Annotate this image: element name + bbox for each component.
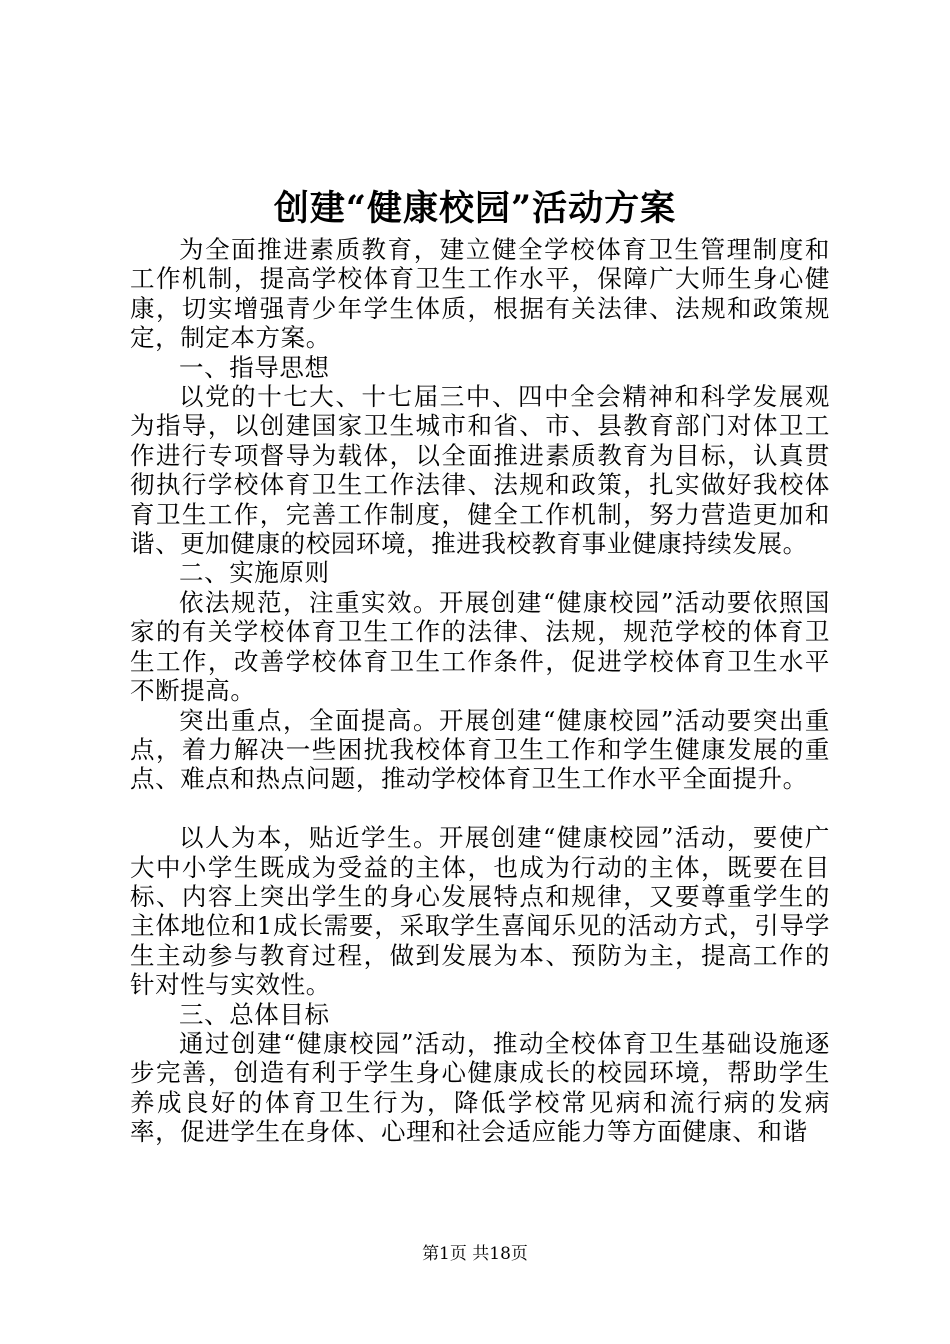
principle-paragraph-focus: 突出重点，全面提高。开展创建“健康校园”活动要突出重点，着力解决一些困扰我校体育卫生工作和学生健康发展的重点、难点和热点问题，推动学校体育卫生工作水平全面提升。 bbox=[130, 705, 830, 794]
section-heading-guiding-ideology: 一、指导思想 bbox=[179, 352, 330, 382]
document-body bbox=[130, 235, 830, 1147]
principle-paragraph-people: 以人为本，贴近学生。开展创建“健康校园”活动，要使广大中小学生既成为受益的主体，也成为行动的主体，既要在目标、内容上突出学生的身心发展特点和规律，又要尊重学生的主体地位和1成长需要，采取学生喜闻乐见的活动方式，引导学生主动参与教育过程，做到发展为本、预防为主，提高工作的针对性与实效性。 bbox=[130, 823, 830, 1000]
document-title: 创建“健康校园”活动方案 bbox=[273, 188, 677, 229]
page-number-footer: 第1页 共18页 bbox=[422, 1244, 528, 1264]
section-paragraph-guiding-ideology: 以党的十七大、十七届三中、四中全会精神和科学发展观为指导，以创建国家卫生城市和省、市、县教育部门对体卫工作进行专项督导为载体，以全面推进素质教育为目标，认真贯彻执行学校体育卫生工作法律、法规和政策，扎实做好我校体育卫生工作，完善工作制度，健全工作机制，努力营造更加和谐、更加健康的校园环境，推进我校教育事业健康持续发展。 bbox=[130, 382, 830, 559]
intro-paragraph: 为全面推进素质教育，建立健全学校体育卫生管理制度和工作机制，提高学校体育卫生工作水平，保障广大师生身心健康，切实增强青少年学生体质，根据有关法律、法规和政策规定，制定本方案。 bbox=[130, 235, 830, 353]
section-heading-overall-goal: 三、总体目标 bbox=[179, 999, 330, 1029]
section-paragraph-overall-goal: 通过创建“健康校园”活动，推动全校体育卫生基础设施逐步完善，创造有利于学生身心健康成长的校园环境，帮助学生养成良好的体育卫生行为，降低学校常见病和流行病的发病率，促进学生在身体、心理和社会适应能力等方面健康、和谐 bbox=[130, 1028, 830, 1147]
section-heading-principles: 二、实施原则 bbox=[179, 558, 330, 588]
principle-paragraph-legal: 依法规范，注重实效。开展创建“健康校园”活动要依照国家的有关学校体育卫生工作的法律、法规，规范学校的体育卫生工作，改善学校体育卫生工作条件，促进学校体育卫生水平不断提高。 bbox=[130, 587, 830, 706]
